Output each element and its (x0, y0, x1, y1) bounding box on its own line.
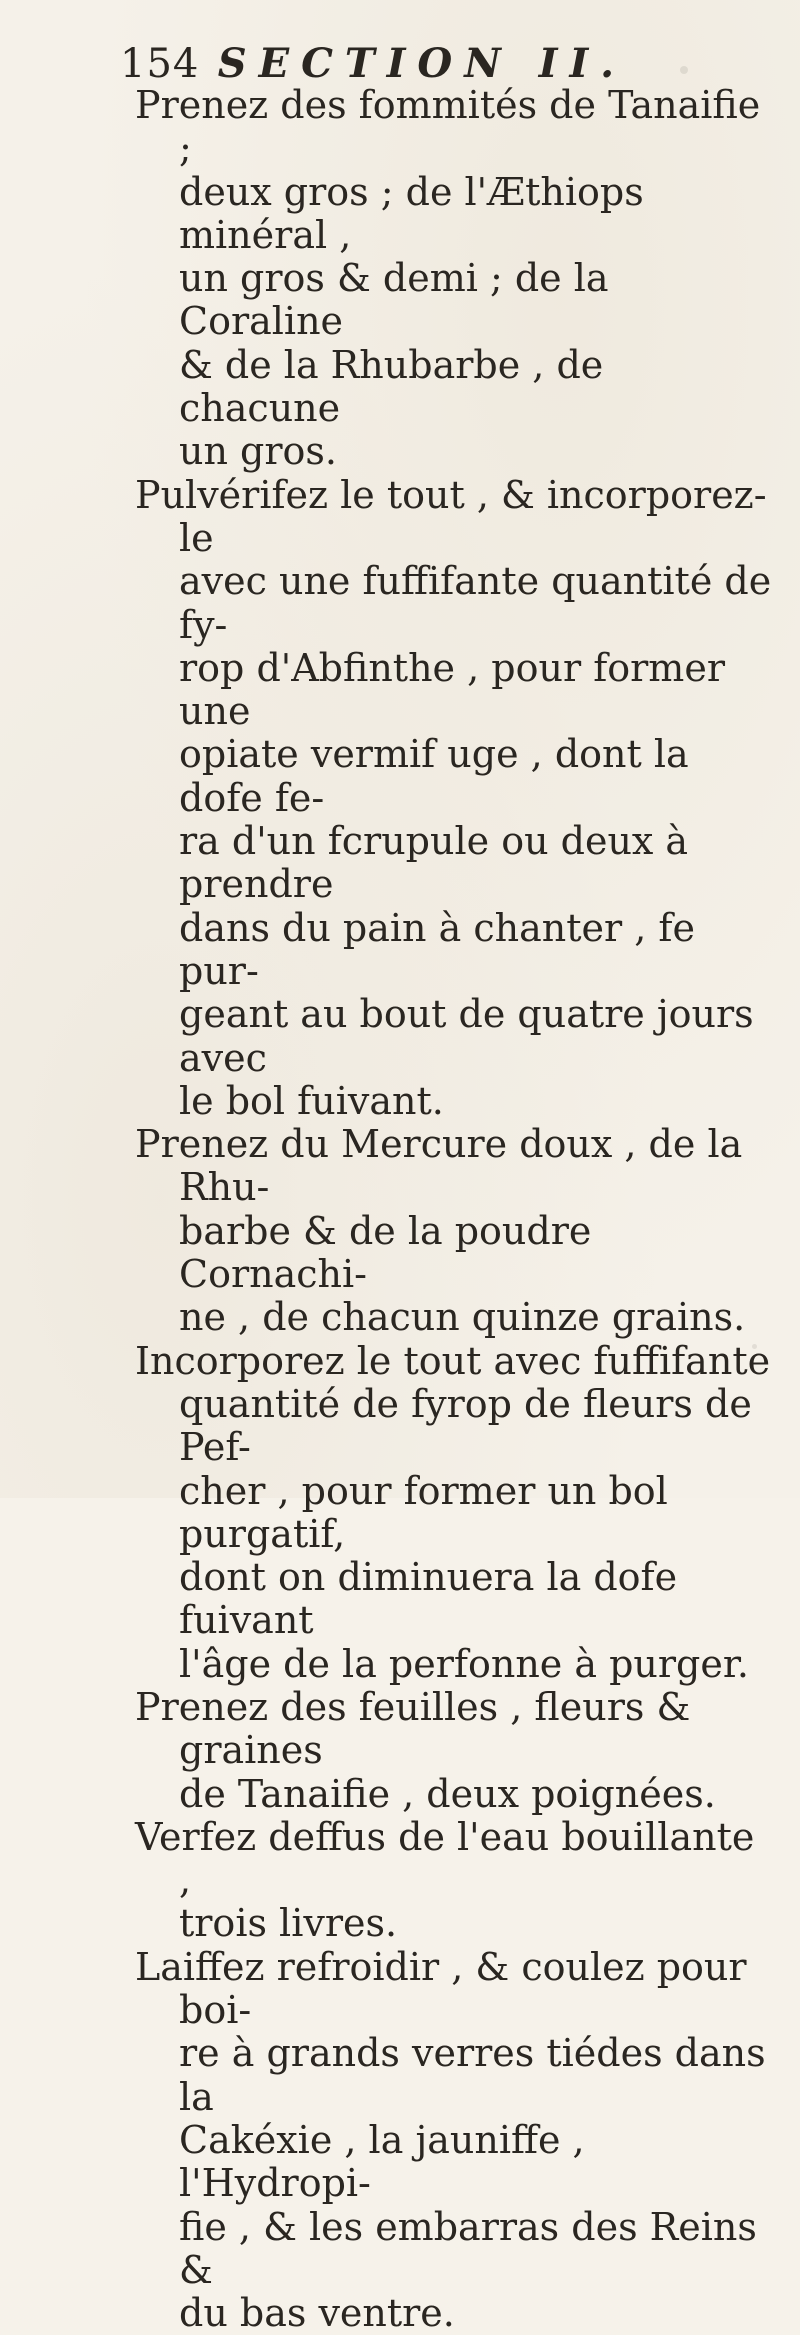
paragraph-opiate-instructions: Pulvérifez le tout , & incorporez-le avec une fuffifante quantité de fy- rop d'Abfinthe , pour former une opiate vermif uge , dont la dofe fe- ra d'un fcrupule ou deux à prendre dans du pain à chanter , fe pur- geant au bout de quatre jours avec le bol fuivant. (135, 472, 772, 1123)
page-number: 154 (120, 41, 200, 87)
page-body (135, 84, 775, 2335)
paragraph-recipe-feuilles: Prenez des feuilles , fleurs & graines de Tanaifie , deux poignées. (135, 1684, 716, 1816)
section-title: SECTION II. (217, 40, 627, 87)
paragraph-bol-instructions: Incorporez le tout avec fuffifante quantité de fyrop de fleurs de Pef- cher , pour former un bol purgatif, dont on diminuera la dofe fuivant l'âge de la perfonne à purger. (135, 1338, 771, 1686)
paper-stain (680, 66, 688, 74)
paragraph-eau-bouillante: Verfez deffus de l'eau bouillante , trois livres. (135, 1814, 755, 1946)
paragraph-recipe-mercure: Prenez du Mercure doux , de la Rhu- barbe & de la poudre Cornachi- ne , de chacun quinze grains. (135, 1122, 746, 1340)
page-header (120, 42, 626, 86)
paragraph-usage-instructions: Laiffez refroidir , & coulez pour boi- re à grands verres tiédes dans la Cakéxie , la jauniffe , l'Hydropi- fie , & les embarras des Reins & du bas ventre. (135, 1944, 766, 2335)
paragraph-recipe-tanaisie: Prenez des fommités de Tanaifie ; deux gros ; de l'Æthiops minéral , un gros & demi ; de la Coraline & de la Rhubarbe , de chacune un gros. (135, 83, 761, 474)
